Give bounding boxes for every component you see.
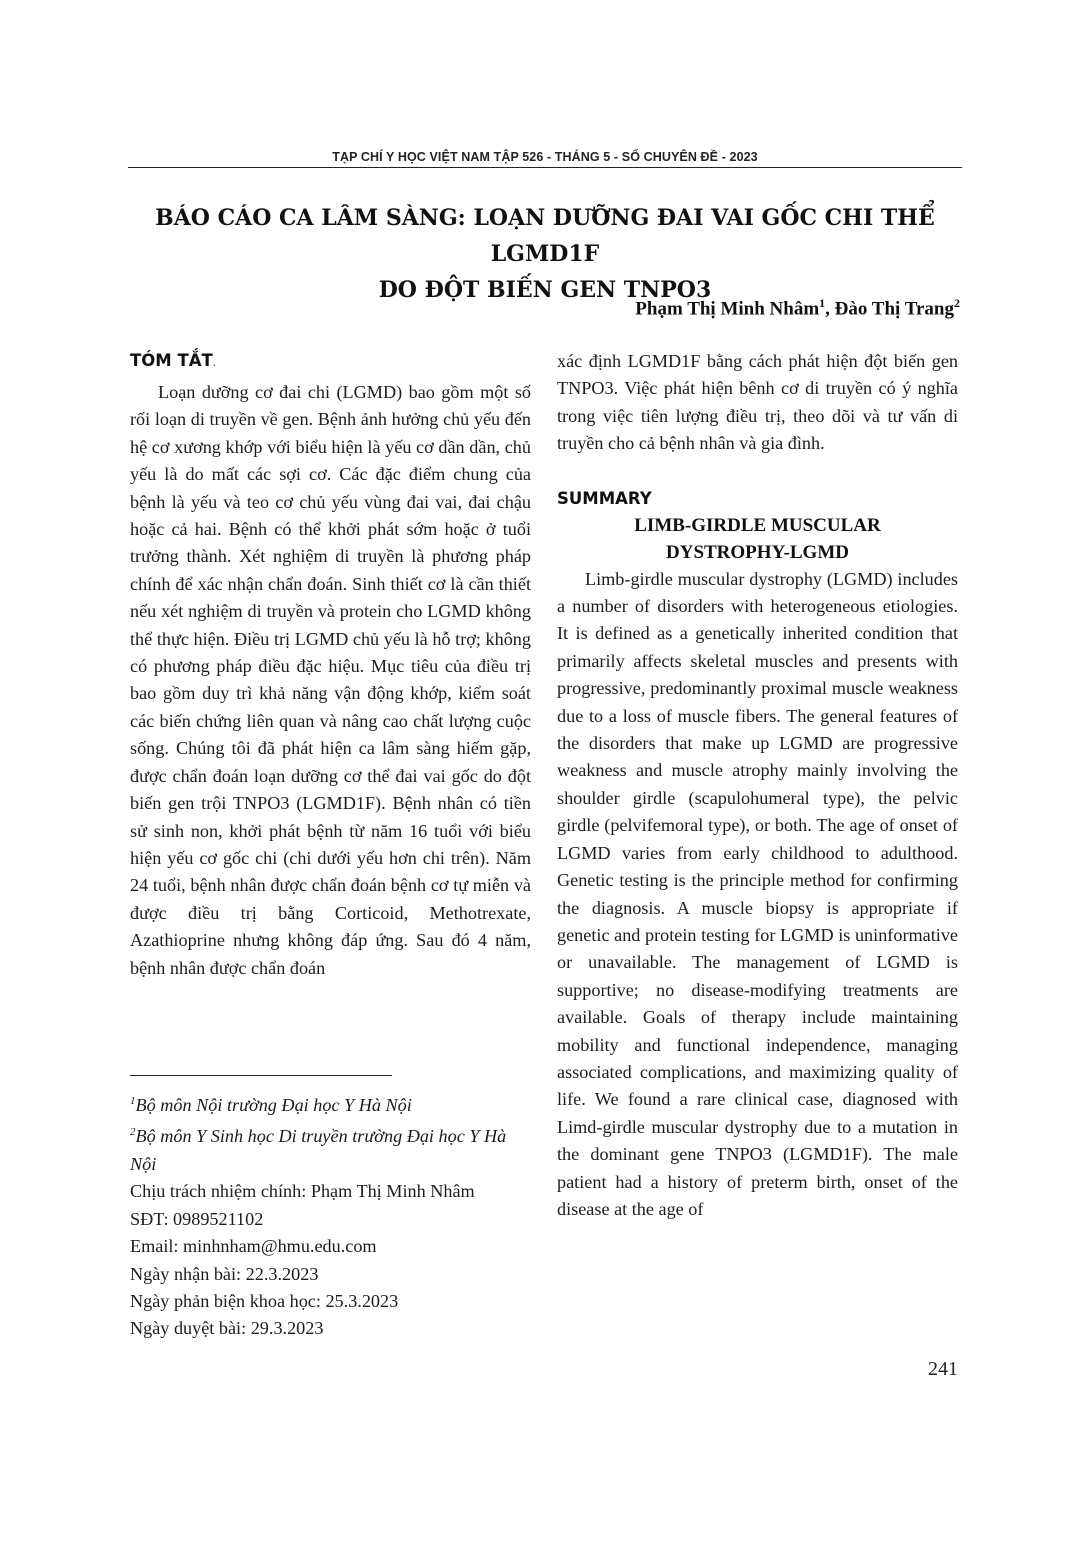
summary-title-line-2: DYSTROPHY-LGMD xyxy=(666,541,849,563)
header-rule xyxy=(128,167,962,168)
summary-body: Limb-girdle muscular dystrophy (LGMD) includes a number of disorders with heterogeneous etiologies. It is defined as a genetically inherited condition that primarily affects skeletal muscles and presents with progressive, predominantly proximal muscle weakness due to a loss of muscle fibers. The general features of the disorders that make up LGMD are progressive weakness and muscle atrophy mainly involving the shoulder girdle (scapulohumeral type), the pelvic girdle (pelvifemoral type), or both. The age of onset of LGMD varies from early childhood to adulthood. Genetic testing is the principle method for confirming the diagnosis. A muscle biopsy is appropriate if genetic and protein testing for LGMD is uninformative or unavailable. The management of LGMD is supportive; no disease-modifying treatments are available. Goals of therapy include maintaining mobility and functional independence, managing associated complications, and maximizing quality of life. We found a rare clinical case, diagnosed with Limd-girdle muscular dystrophy due to a mutation in the dominant gene TNPO3 (LGMD1F). The male patient had a history of preterm birth, onset of the disease at the age of xyxy=(557,568,958,1219)
abstract-continuation: xác định LGMD1F bằng cách phát hiện đột biến gen TNPO3. Việc phát hiện bênh cơ di truyền có ý nghĩa trong việc tiên lượng điều trị, theo dõi và tư vấn di truyền cho cả bệnh nhân và gia đình. xyxy=(557,351,958,454)
review-date: Ngày phản biện khoa học: 25.3.2023 xyxy=(130,1290,399,1311)
affiliation-1: $^1$Bộ môn Nội trường Đại học Y Hà Nội xyxy=(130,1095,412,1116)
running-head: TẠP CHÍ Y HỌC VIỆT NAM TẬP 526 - THÁNG 5 - SỐ CHUYÊN ĐỀ - 2023 xyxy=(332,150,758,164)
received-date: Ngày nhận bài: 22.3.2023 xyxy=(130,1263,319,1284)
abstract-body: Loạn dưỡng cơ đai chi (LGMD) bao gồm một số rối loạn di truyền về gen. Bệnh ảnh hưởng chủ yếu đến hệ cơ xương khớp với biểu hiện là yếu cơ dần dần, chủ yếu là do mất các sợi cơ. Các đặc điểm chung của bệnh là yếu và teo cơ chủ yếu vùng đai vai, đai chậu hoặc cả hai. Bệnh có thể khởi phát sớm hoặc ở tuổi trưởng thành. Xét nghiệm di truyền là phương pháp chính để xác nhận chẩn đoán. Sinh thiết cơ là cần thiết nếu xét nghiệm di truyền và protein cho LGMD không thể thực hiện. Điều trị LGMD chủ yếu là hỗ trợ; không có phương pháp điều đặc hiệu. Mục tiêu của điều trị bao gồm duy trì khả năng vận động khớp, kiểm soát các biến chứng liên quan và nâng cao chất lượng cuộc sống. Chúng tôi đã phát hiện ca lâm sàng hiếm gặp, được chẩn đoán loạn dưỡng cơ thể đai vai gốc do đột biến gen trội TNPO3 (LGMD1F). Bệnh nhân có tiền sử sinh non, khởi phát bệnh từ năm 16 tuổi với biểu hiện yếu cơ gốc chi (chi dưới yếu hơn chi trên). Năm 24 tuổi, bệnh nhân được chẩn đoán bệnh cơ tự miễn và được điều trị bằng Corticoid, Methotrexate, Azathioprine nhưng không đáp ứng. Sau đó 4 năm, bệnh nhân được chẩn đoán xyxy=(130,382,531,978)
footnote-rule xyxy=(130,1075,392,1076)
article-title xyxy=(128,200,962,308)
right-column xyxy=(557,348,958,1223)
affiliation-marker: 1 xyxy=(819,296,826,310)
author-separator: , xyxy=(825,298,835,320)
responsible-author: Chịu trách nhiệm chính: Phạm Thị Minh Nhâm xyxy=(130,1181,475,1202)
affiliation-2: $^2$Bộ môn Y Sinh học Di truyền trường Đại học Y Hà Nội xyxy=(130,1126,507,1174)
title-line-1: BÁO CÁO CA LÂM SÀNG: LOẠN DƯỠNG ĐAI VAI GỐC CHI THỂ LGMD1F xyxy=(155,205,935,267)
abstract-heading: TÓM TẮT. xyxy=(130,351,216,370)
left-column xyxy=(130,348,531,982)
page-number: 241 xyxy=(928,1358,958,1380)
summary-heading: SUMMARY xyxy=(557,488,652,508)
summary-title-line-1: LIMB-GIRDLE MUSCULAR xyxy=(634,514,881,536)
approval-date: Ngày duyệt bài: 29.3.2023 xyxy=(130,1318,324,1339)
footnotes xyxy=(130,1088,531,1343)
affiliation-marker: 2 xyxy=(954,296,960,310)
title-line-2: DO ĐỘT BIẾN GEN TNPO3 xyxy=(378,277,712,303)
summary-title xyxy=(557,512,958,566)
phone-number: SĐT: 0989521102 xyxy=(130,1208,264,1229)
author-list xyxy=(635,296,960,320)
author-name: Phạm Thị Minh Nhâm xyxy=(635,298,820,320)
author-name: Đào Thị Trang xyxy=(834,298,954,320)
email-address: Email: minhnham@hmu.edu.com xyxy=(130,1236,377,1257)
